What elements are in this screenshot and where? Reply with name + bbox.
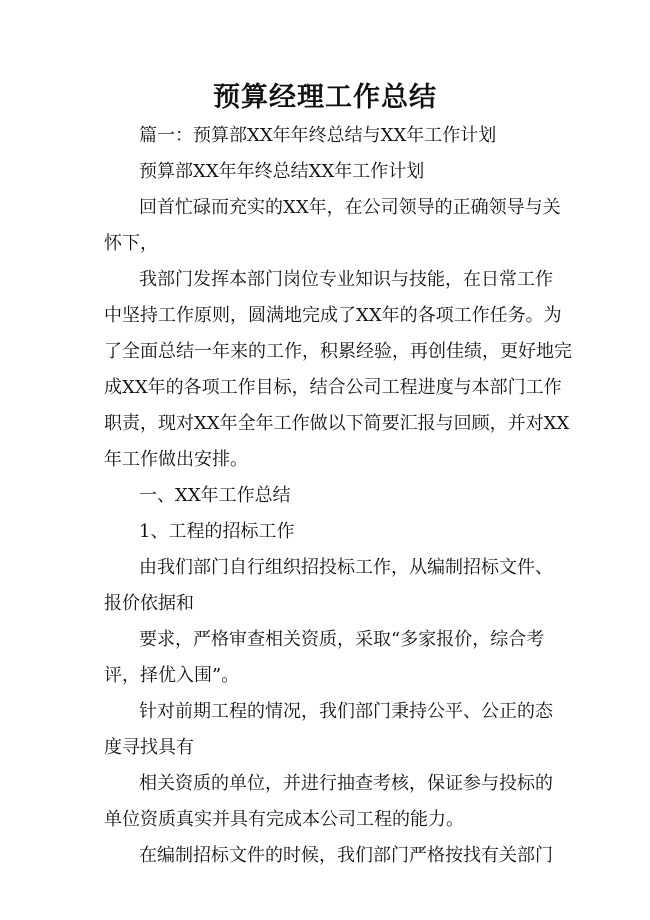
text-line: 中坚持工作原则，圆满地完成了XX年的各项工作任务。为: [104, 305, 562, 326]
text-line: 预算部XX年年终总结XX年工作计划: [139, 161, 425, 182]
text-line: 要求，严格审查相关资质，采取“多家报价，综合考: [139, 629, 545, 650]
text-line: 怀下，: [104, 233, 158, 254]
text-line: 相关资质的单位，并进行抽查考核，保证参与投标的: [139, 773, 553, 794]
text-line: 在编制招标文件的时候，我们部门严格按找有关部门: [139, 845, 553, 866]
text-line: 评，择优入围”。: [104, 665, 240, 686]
text-line: 由我们部门自行组织招投标工作，从编制招标文件、: [139, 557, 553, 578]
text-line: 回首忙碌而充实的XX年，在公司领导的正确领导与关: [139, 197, 561, 218]
text-line: 针对前期工程的情况，我们部门秉持公平、公正的态: [139, 701, 553, 722]
text-line: 度寻找具有: [104, 737, 194, 758]
text-line: 了全面总结一年来的工作，积累经验，再创佳绩，更好地完: [104, 341, 572, 362]
text-line: 年工作做出安排。: [104, 449, 248, 470]
text-line: 1、工程的招标工作: [139, 521, 295, 542]
text-line: 我部门发挥本部门岗位专业知识与技能，在日常工作: [139, 269, 553, 290]
text-line: 报价依据和: [104, 593, 194, 614]
text-line: 成XX年的各项工作目标，结合公司工程进度与本部门工作: [104, 377, 562, 398]
document-title: 预算经理工作总结: [213, 82, 437, 113]
text-line: 篇一：预算部XX年年终总结与XX年工作计划: [139, 125, 497, 146]
text-line: 职责，现对XX年全年工作做以下简要汇报与回顾，并对XX: [104, 413, 570, 434]
text-line: 一、XX年工作总结: [139, 485, 291, 506]
text-line: 单位资质真实并具有完成本公司工程的能力。: [104, 809, 464, 830]
